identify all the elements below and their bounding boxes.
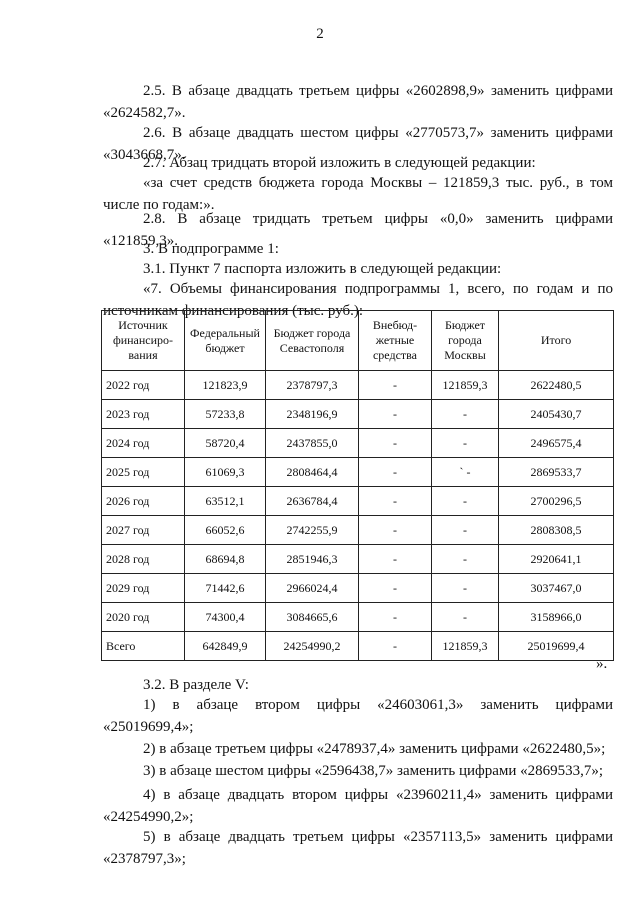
extrabudget-cell: - [359, 487, 432, 516]
extrabudget-cell: - [359, 603, 432, 632]
table-row [102, 603, 614, 632]
total-cell: 3158966,0 [499, 603, 614, 632]
year-cell: 2024 год [102, 429, 185, 458]
table-row [102, 371, 614, 400]
paragraph-3-2: 3.2. В разделе V: [143, 677, 249, 693]
year-cell: 2025 год [102, 458, 185, 487]
paragraph-3-1: 3.1. Пункт 7 паспорта изложить в следующей редакции: [143, 261, 502, 277]
paragraph-2-5: 2.5. В абзаце двадцать третьем цифры «2602898,9» заменить цифрами «2624582,7». [103, 83, 613, 121]
year-cell: 2020 год [102, 603, 185, 632]
total-cell: 3037467,0 [499, 574, 614, 603]
table-row [102, 487, 614, 516]
table-row [102, 545, 614, 574]
total-cell: 2920641,1 [499, 545, 614, 574]
page-number: 2 [316, 26, 324, 42]
year-cell: Всего [102, 632, 185, 661]
moscow-cell: ` - [432, 458, 499, 487]
federal-cell: 121823,9 [185, 371, 266, 400]
paragraph-item-4: 4) в абзаце двадцать втором цифры «23960211,4» заменить цифрами «24254990,2»; [103, 787, 613, 825]
federal-cell: 66052,6 [185, 516, 266, 545]
sevastopol-cell: 2808464,4 [266, 458, 359, 487]
federal-cell: 74300,4 [185, 603, 266, 632]
extrabudget-cell: - [359, 371, 432, 400]
sevastopol-cell: 2851946,3 [266, 545, 359, 574]
year-cell: 2027 год [102, 516, 185, 545]
header-extrabudget: Внебюд-жетные средства [359, 311, 432, 371]
sevastopol-cell: 2742255,9 [266, 516, 359, 545]
closing-quote: ». [596, 656, 608, 672]
table-row [102, 400, 614, 429]
sevastopol-cell: 2636784,4 [266, 487, 359, 516]
extrabudget-cell: - [359, 429, 432, 458]
federal-cell: 642849,9 [185, 632, 266, 661]
table-row [102, 429, 614, 458]
total-cell: 2808308,5 [499, 516, 614, 545]
sevastopol-cell: 24254990,2 [266, 632, 359, 661]
moscow-cell: - [432, 574, 499, 603]
moscow-cell: - [432, 545, 499, 574]
table-header-row [102, 311, 614, 371]
total-cell: 2622480,5 [499, 371, 614, 400]
federal-cell: 58720,4 [185, 429, 266, 458]
paragraph-2-8: 2.8. В абзаце тридцать третьем цифры «0,0» заменить цифрами «121859,3». [103, 211, 613, 249]
federal-cell: 61069,3 [185, 458, 266, 487]
sevastopol-cell: 3084665,6 [266, 603, 359, 632]
paragraph-item-5: 5) в абзаце двадцать третьем цифры «2357113,5» заменить цифрами «2378797,3»; [103, 829, 613, 867]
year-cell: 2026 год [102, 487, 185, 516]
sevastopol-cell: 2966024,4 [266, 574, 359, 603]
paragraph-item-3: 3) в абзаце шестом цифры «2596438,7» заменить цифрами «2869533,7»; [143, 763, 604, 779]
paragraph-item-7: «7. Объемы финансирования подпрограммы 1, всего, по годам и по источникам финансирования (тыс. руб.): [103, 281, 613, 319]
extrabudget-cell: - [359, 458, 432, 487]
table-row [102, 458, 614, 487]
moscow-cell: 121859,3 [432, 632, 499, 661]
federal-cell: 68694,8 [185, 545, 266, 574]
year-cell: 2022 год [102, 371, 185, 400]
moscow-cell: - [432, 429, 499, 458]
total-cell: 2700296,5 [499, 487, 614, 516]
extrabudget-cell: - [359, 400, 432, 429]
moscow-cell: 121859,3 [432, 371, 499, 400]
table-row [102, 574, 614, 603]
sevastopol-cell: 2348196,9 [266, 400, 359, 429]
moscow-cell: - [432, 516, 499, 545]
extrabudget-cell: - [359, 545, 432, 574]
paragraph-item-1: 1) в абзаце втором цифры «24603061,3» заменить цифрами «25019699,4»; [103, 697, 613, 735]
header-source: Источник финансиро-вания [102, 311, 185, 371]
extrabudget-cell: - [359, 516, 432, 545]
header-total: Итого [499, 311, 614, 371]
total-cell: 2496575,4 [499, 429, 614, 458]
header-sevastopol: Бюджет города Севастополя [266, 311, 359, 371]
table-row [102, 516, 614, 545]
moscow-cell: - [432, 487, 499, 516]
year-cell: 2023 год [102, 400, 185, 429]
moscow-cell: - [432, 603, 499, 632]
federal-cell: 57233,8 [185, 400, 266, 429]
paragraph-item-2: 2) в абзаце третьем цифры «2478937,4» заменить цифрами «2622480,5»; [143, 741, 606, 757]
paragraph-2-7-quote: «за счет средств бюджета города Москвы – 121859,3 тыс. руб., в том числе по годам:». [103, 175, 613, 213]
total-cell: 2405430,7 [499, 400, 614, 429]
federal-cell: 71442,6 [185, 574, 266, 603]
year-cell: 2028 год [102, 545, 185, 574]
financing-table [101, 310, 614, 661]
total-cell: 2869533,7 [499, 458, 614, 487]
year-cell: 2029 год [102, 574, 185, 603]
sevastopol-cell: 2378797,3 [266, 371, 359, 400]
total-cell: 25019699,4 [499, 632, 614, 661]
sevastopol-cell: 2437855,0 [266, 429, 359, 458]
paragraph-2-7: 2.7. Абзац тридцать второй изложить в следующей редакции: [143, 155, 536, 171]
federal-cell: 63512,1 [185, 487, 266, 516]
header-federal: Федеральный бюджет [185, 311, 266, 371]
header-moscow: Бюджет города Москвы [432, 311, 499, 371]
extrabudget-cell: - [359, 574, 432, 603]
paragraph-3: 3. В подпрограмме 1: [143, 241, 279, 257]
table-row [102, 632, 614, 661]
paragraph-2-6: 2.6. В абзаце двадцать шестом цифры «2770573,7» заменить цифрами «3043668,7». [103, 125, 613, 163]
extrabudget-cell: - [359, 632, 432, 661]
moscow-cell: - [432, 400, 499, 429]
